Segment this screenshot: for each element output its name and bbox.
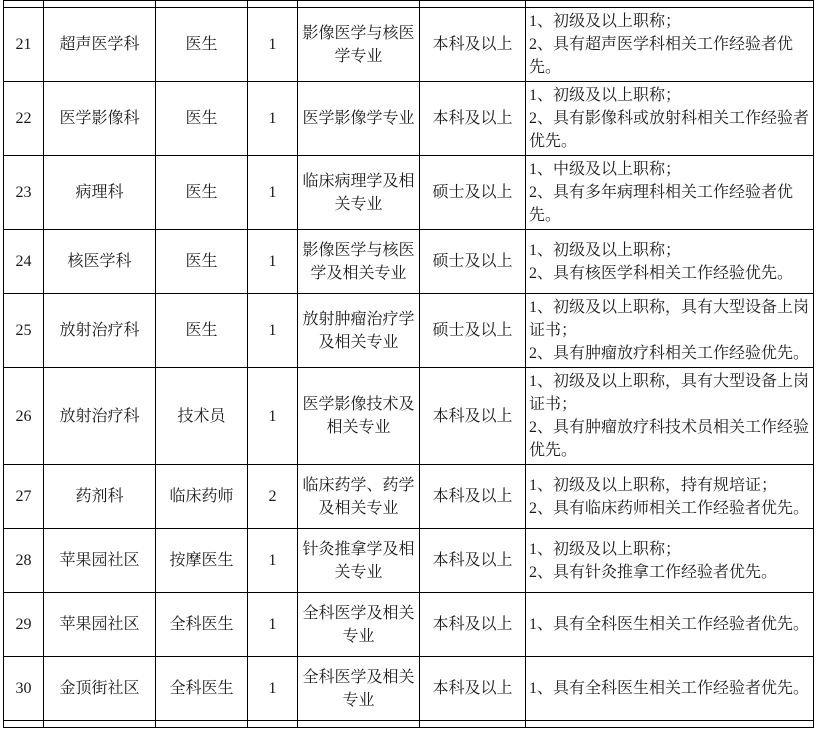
requirement-line: 1、初级及以上职称； [529,87,682,104]
cell-position: 技术员 [156,368,248,465]
cell-major: 临床药学、药学及相关专业 [298,465,420,529]
partial-row-top-cell-no [4,1,44,8]
cell-department: 医学影像科 [44,82,156,156]
cell-requirements [526,8,814,82]
cell-department: 放射治疗科 [44,294,156,368]
cell-no: 26 [4,368,44,465]
partial-row-bottom-cell-position [156,721,248,728]
cell-no: 29 [4,593,44,657]
table-body [4,1,814,728]
cell-no: 25 [4,294,44,368]
partial-row-top-cell-headcount [248,1,298,8]
requirement-line: 1、中级及以上职称； [529,161,682,178]
cell-no: 28 [4,529,44,593]
cell-headcount: 1 [248,230,298,294]
requirement-line: 2、具有肿瘤放疗科技术员相关工作经验优先。 [529,419,810,459]
cell-no: 23 [4,156,44,230]
requirement-line: 1、初级及以上职称； [529,540,682,558]
cell-education: 本科及以上 [420,368,526,465]
cell-major: 医学影像学专业 [298,82,420,156]
cell-position: 医生 [156,82,248,156]
cell-department: 苹果园社区 [44,529,156,593]
cell-department: 超声医学科 [44,8,156,82]
cell-department: 金顶街社区 [44,657,156,721]
cell-requirements [526,156,814,230]
partial-row-top [4,1,814,8]
cell-headcount: 1 [248,593,298,657]
cell-department: 药剂科 [44,465,156,529]
cell-education: 本科及以上 [420,465,526,529]
cell-position: 医生 [156,156,248,230]
cell-headcount: 1 [248,368,298,465]
partial-row-bottom [4,721,814,728]
requirement-line: 1、初级及以上职称，具有大型设备上岗证书； [529,373,810,413]
cell-major: 影像医学与核医学专业 [298,8,420,82]
cell-requirements [526,529,814,593]
partial-row-top-cell-requirements [526,1,814,8]
cell-headcount: 1 [248,82,298,156]
requirement-line: 1、初级及以上职称； [529,241,682,259]
cell-education: 本科及以上 [420,8,526,82]
partial-row-bottom-cell-education [420,721,526,728]
requirement-line: 2、具有影像科或放射科相关工作经验者优先。 [529,110,810,150]
partial-row-bottom-cell-department [44,721,156,728]
cell-education: 本科及以上 [420,82,526,156]
cell-headcount: 1 [248,294,298,368]
cell-department: 病理科 [44,156,156,230]
partial-row-top-cell-education [420,1,526,8]
requirement-line: 1、初级及以上职称； [529,13,682,30]
cell-headcount: 1 [248,8,298,82]
table-row [4,593,814,657]
cell-position: 按摩医生 [156,529,248,593]
partial-row-bottom-cell-headcount [248,721,298,728]
cell-education: 本科及以上 [420,657,526,721]
cell-major: 针灸推拿学及相关专业 [298,529,420,593]
cell-requirements [526,230,814,294]
requirement-line: 2、具有核医学科相关工作经验优先。 [529,264,794,282]
cell-education: 本科及以上 [420,593,526,657]
table-row [4,294,814,368]
table-row [4,230,814,294]
cell-requirements [526,657,814,721]
requirement-line: 2、具有多年病理科相关工作经验者优先。 [529,184,794,224]
partial-row-top-cell-position [156,1,248,8]
cell-requirements [526,465,814,529]
table-row [4,82,814,156]
cell-no: 21 [4,8,44,82]
cell-no: 30 [4,657,44,721]
table-row [4,368,814,465]
cell-major: 放射肿瘤治疗学及相关专业 [298,294,420,368]
cell-position: 医生 [156,230,248,294]
requirement-line: 2、具有针灸推拿工作经验者优先。 [529,563,778,581]
cell-major: 全科医学及相关专业 [298,657,420,721]
table-row [4,657,814,721]
recruitment-table [3,0,814,728]
partial-row-top-cell-department [44,1,156,8]
cell-major: 临床病理学及相关专业 [298,156,420,230]
cell-requirements [526,368,814,465]
cell-no: 27 [4,465,44,529]
partial-row-bottom-cell-no [4,721,44,728]
cell-department: 放射治疗科 [44,368,156,465]
cell-position: 全科医生 [156,657,248,721]
cell-headcount: 1 [248,657,298,721]
partial-row-top-cell-major [298,1,420,8]
cell-major: 医学影像技术及相关专业 [298,368,420,465]
cell-education: 本科及以上 [420,529,526,593]
cell-education: 硕士及以上 [420,156,526,230]
cell-requirements [526,593,814,657]
table-row [4,8,814,82]
cell-department: 核医学科 [44,230,156,294]
partial-row-bottom-cell-requirements [526,721,814,728]
partial-row-bottom-cell-major [298,721,420,728]
requirement-line: 1、初级及以上职称，具有大型设备上岗证书； [529,299,810,339]
cell-headcount: 1 [248,529,298,593]
cell-headcount: 2 [248,465,298,529]
cell-major: 全科医学及相关专业 [298,593,420,657]
cell-no: 22 [4,82,44,156]
requirement-line: 2、具有临床药师相关工作经验者优先。 [529,499,810,517]
cell-major: 影像医学与核医学及相关专业 [298,230,420,294]
requirement-line: 1、初级及以上职称，持有规培证； [529,476,778,494]
table-row [4,156,814,230]
cell-position: 医生 [156,8,248,82]
requirement-line: 1、具有全科医生相关工作经验者优先。 [529,616,810,633]
cell-position: 全科医生 [156,593,248,657]
cell-education: 硕士及以上 [420,294,526,368]
cell-education: 硕士及以上 [420,230,526,294]
cell-position: 临床药师 [156,465,248,529]
cell-position: 医生 [156,294,248,368]
table-row [4,529,814,593]
requirement-line: 2、具有肿瘤放疗科相关工作经验优先。 [529,345,810,362]
requirement-line: 1、具有全科医生相关工作经验者优先。 [529,680,810,697]
table-row [4,465,814,529]
cell-no: 24 [4,230,44,294]
cell-department: 苹果园社区 [44,593,156,657]
cell-requirements [526,82,814,156]
requirement-line: 2、具有超声医学科相关工作经验者优先。 [529,36,794,76]
cell-headcount: 1 [248,156,298,230]
cell-requirements [526,294,814,368]
